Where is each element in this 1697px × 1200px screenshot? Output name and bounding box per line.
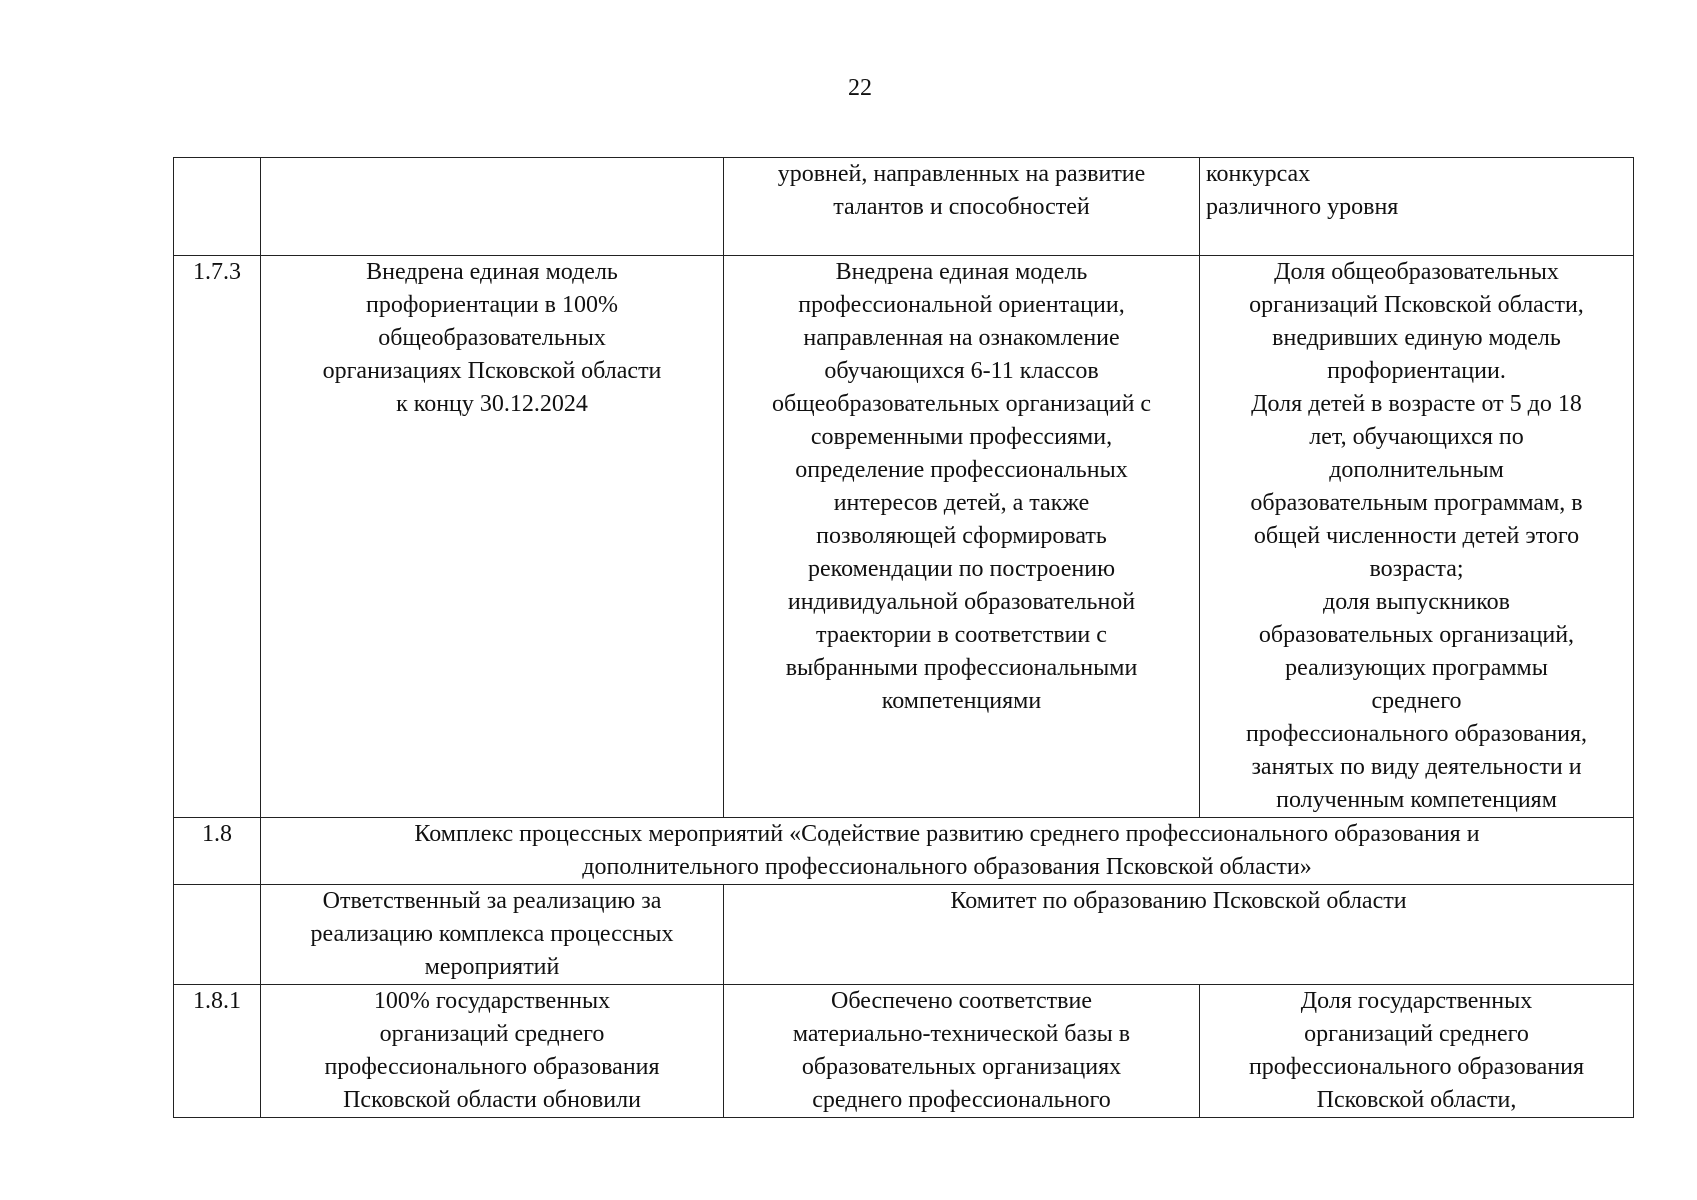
indicator-cell: Доля общеобразовательных организаций Псковской области, внедривших единую модель профориентации. Доля детей в возрасте от 5 до 18 лет, обучающихся по дополнительным образовательным программам, в общей численности детей этого возраста; доля выпускников образовательных организаций, реализующих программы среднего профессионального образования, занятых по виду деятельности и полученным компетенциям bbox=[1200, 256, 1634, 818]
row-number: 1.8.1 bbox=[174, 985, 261, 1118]
result-cell: 100% государственных организаций среднего профессионального образования Псковской области обновили bbox=[261, 985, 724, 1118]
table-row bbox=[174, 256, 1634, 818]
description-cell: Обеспечено соответствие материально-технической базы в образовательных организациях среднего профессионального bbox=[724, 985, 1200, 1118]
row-number bbox=[174, 885, 261, 985]
result-cell: Внедрена единая модель профориентации в 100% общеобразовательных организациях Псковской области к концу 30.12.2024 bbox=[261, 256, 724, 818]
plan-table bbox=[173, 157, 1634, 1118]
row-number: 1.8 bbox=[174, 818, 261, 885]
indicator-cell: Доля государственных организаций среднего профессионального образования Псковской области, bbox=[1200, 985, 1634, 1118]
responsible-label: Ответственный за реализацию за реализацию комплекса процессных мероприятий bbox=[261, 885, 724, 985]
row-number: 1.7.3 bbox=[174, 256, 261, 818]
section-title: Комплекс процессных мероприятий «Содействие развитию среднего профессионального образования и дополнительного профессионального образования Псковской области» bbox=[261, 818, 1634, 885]
table-row bbox=[174, 158, 1634, 256]
indicator-cell: конкурсах различного уровня bbox=[1200, 158, 1634, 256]
table-row bbox=[174, 985, 1634, 1118]
description-cell: уровней, направленных на развитие талантов и способностей bbox=[724, 158, 1200, 256]
row-number bbox=[174, 158, 261, 256]
responsible-value: Комитет по образованию Псковской области bbox=[724, 885, 1634, 985]
table-row bbox=[174, 885, 1634, 985]
page-number: 22 bbox=[848, 75, 872, 101]
table-row bbox=[174, 818, 1634, 885]
result-cell bbox=[261, 158, 724, 256]
description-cell: Внедрена единая модель профессиональной ориентации, направленная на ознакомление обучающихся 6-11 классов общеобразовательных организаций с современными профессиями, определение профессиональных интересов детей, а также позволяющей сформировать рекомендации по построению индивидуальной образовательной траектории в соответствии с выбранными профессиональными компетенциями bbox=[724, 256, 1200, 818]
